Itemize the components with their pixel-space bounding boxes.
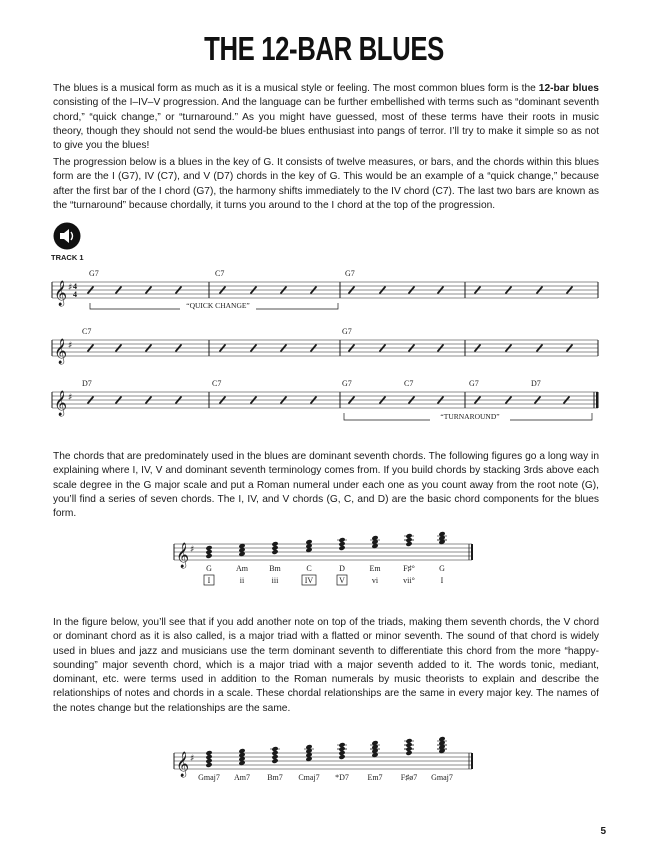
chord-name-label: G: [439, 564, 445, 573]
note-head: [205, 545, 212, 551]
svg-text:𝄞: 𝄞: [54, 281, 68, 306]
chord-name-label: Bm7: [267, 773, 283, 782]
chord-label: D7: [82, 379, 92, 388]
chord-name-label: Gmaj7: [198, 773, 220, 782]
svg-text:♯: ♯: [68, 341, 73, 351]
roman-numeral-label: vi: [371, 576, 379, 585]
seventh-chords-paragraph: In the figure below, you’ll see that if you add another note on top of the triads, making them seventh chords, the V chord or dominant chord as it is also called, is a major triad with a flatted or minor seventh. The sound of that chord is widely used in blues and jazz and musicians use the term dominant seventh to differentiate this chord from the more “happy-sounding” major seventh chord, which is a major triad with a major seventh added to it. The words tonic, mediant, dominant, etc. were terms used in addition to the Roman numerals by music theorists to explain and describe the relationships of notes and chords in a scale. These chordal relationships are the same in every major key. The names of the notes change but the relationships are the same.: [53, 617, 599, 714]
intro-text-b: consisting of the I–IV–V progression. And the language can be further embellished with terms such as “dominant seventh chord,” “quick change,” or “turnaround.” As you might have guessed, most of these terms have their roots in music theory, though they should not send the would-be blues enthusiast into pangs of terror. I’ll try to make it simple so as not to give you the blues!: [53, 97, 599, 152]
svg-text:4: 4: [73, 282, 77, 291]
chord-name-label: Bm: [269, 564, 281, 573]
svg-text:4: 4: [73, 290, 77, 299]
progression-paragraph: The progression below is a blues in the key of G. It consists of twelve measures, or bars, and the chords within this blues form are the I (G7), IV (C7), and V (D7) chords in the key of G. This would be an example of a “quick change,” because after the first bar of the I chord (G7), the harmony shifts immediately to the IV chord (C7). The last two bars are known as the “turnaround” because chordally, it turns you around to the I chord at the top of the progression.: [53, 157, 599, 211]
triads-staff: [0, 527, 648, 587]
roman-numeral-label: I: [440, 576, 444, 585]
chord-name-label: F♯ø7: [400, 773, 418, 782]
svg-text:𝄞: 𝄞: [54, 391, 68, 416]
chord-label: C7: [404, 379, 414, 388]
intro-paragraph: [53, 82, 599, 153]
chord-label: C7: [82, 327, 92, 336]
seventh-chords-staff: [0, 736, 648, 786]
chord-name-label: Em: [369, 564, 381, 573]
chord-name-label: D: [339, 564, 345, 573]
triad-labels: [204, 564, 445, 585]
roman-numeral-label: iii: [271, 576, 279, 585]
svg-text:♯: ♯: [68, 283, 73, 293]
chord-label: G7: [469, 379, 479, 388]
chord-name-label: Gmaj7: [431, 773, 453, 782]
svg-text:♯: ♯: [68, 393, 73, 403]
seventh-notes: [205, 736, 447, 768]
roman-numeral-label: IV: [304, 576, 314, 585]
chord-name-label: F♯°: [403, 564, 415, 573]
roman-numeral-label: I: [207, 576, 211, 585]
svg-text:𝄞: 𝄞: [176, 543, 190, 568]
quick-change-label: “QUICK CHANGE”: [186, 301, 250, 310]
roman-numeral-label: vii°: [403, 576, 415, 585]
note-head: [205, 750, 212, 756]
svg-text:𝄞: 𝄞: [176, 752, 190, 777]
svg-text:♯: ♯: [190, 545, 195, 555]
chord-label: G7: [342, 379, 352, 388]
seventh-labels: [198, 773, 453, 782]
chord-label: G7: [342, 327, 352, 336]
chord-label: G7: [89, 269, 99, 278]
roman-numeral-label: V: [339, 576, 345, 585]
chord-name-label: G: [206, 564, 212, 573]
audio-track-icon[interactable]: [53, 222, 81, 250]
chord-label: D7: [531, 379, 541, 388]
page-title: THE 12-BAR BLUES: [204, 30, 444, 67]
page-number: 5: [600, 826, 606, 837]
dominant-seventh-paragraph: The chords that are predominately used in the blues are dominant seventh chords. The following figures go a long way in explaining where I, IV, V and dominant seventh terminology comes from. If you build chords by stacking 3rds above each scale degree in the G major scale and put a Roman numeral under each one as you count away from the root note (G), you’ll find a series of seven chords. The I, IV, and V chords (G, C, and D) are the basic chord components for the blues form.: [53, 451, 599, 520]
intro-bold-term: 12-bar blues: [538, 83, 599, 94]
chord-name-label: Am7: [234, 773, 250, 782]
note-head: [271, 541, 278, 547]
chord-label: C7: [212, 379, 222, 388]
svg-text:𝄞: 𝄞: [54, 339, 68, 364]
track-label: TRACK 1: [51, 253, 84, 262]
chord-name-label: Cmaj7: [298, 773, 320, 782]
turnaround-label: “TURNAROUND”: [440, 412, 500, 421]
progression-staff-row3: [0, 375, 648, 427]
progression-staff-row2: [0, 325, 648, 365]
chord-label: C7: [215, 269, 225, 278]
svg-text:♯: ♯: [190, 754, 195, 764]
progression-staff-row1: [0, 265, 648, 315]
chord-name-label: *D7: [335, 773, 349, 782]
intro-text-a: The blues is a musical form as much as it is a musical style or feeling. The most common blues form is the: [53, 83, 539, 94]
chord-name-label: C: [306, 564, 312, 573]
chord-name-label: Em7: [367, 773, 383, 782]
chord-label: G7: [345, 269, 355, 278]
triad-notes: [205, 531, 447, 559]
chord-name-label: Am: [236, 564, 248, 573]
roman-numeral-label: ii: [239, 576, 245, 585]
